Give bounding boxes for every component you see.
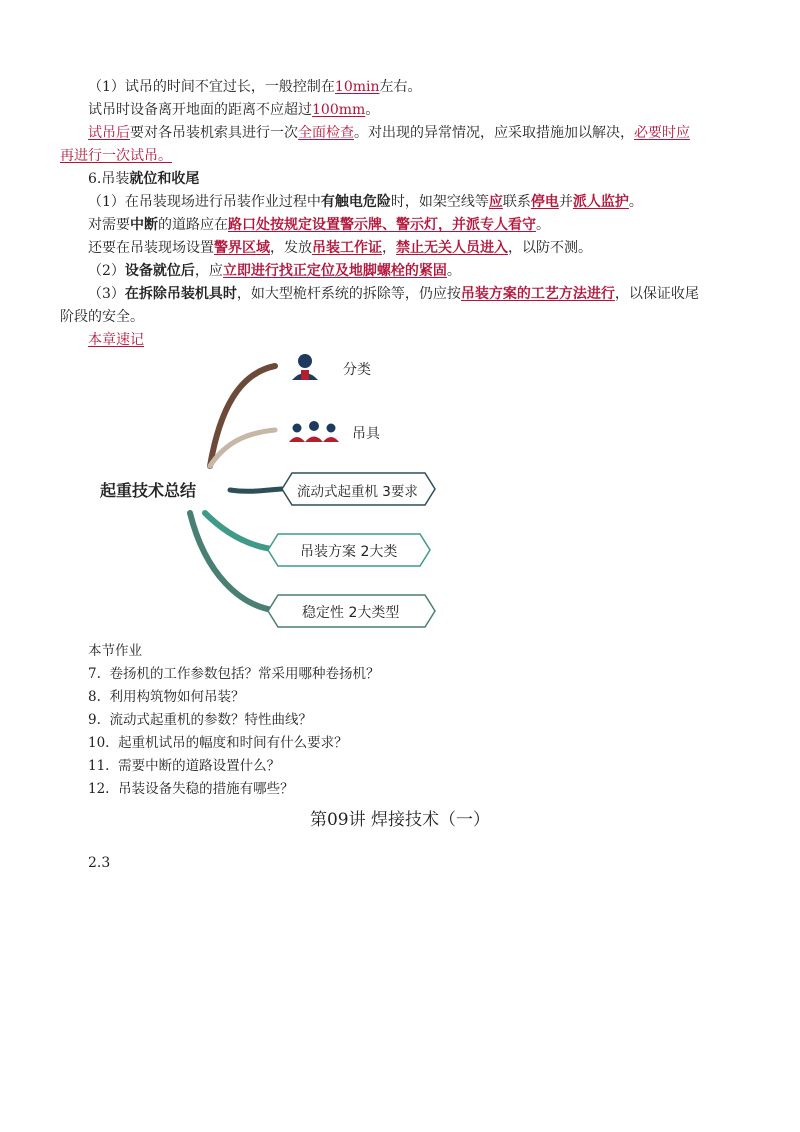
mindmap-node-stability: 稳定性 2大类型 <box>302 605 400 621</box>
person-icon <box>292 354 318 380</box>
branch-stability <box>190 513 280 611</box>
highlight-100mm: 100mm <box>312 102 366 118</box>
homework-item: 12. 吊装设备失稳的措施有哪些？ <box>88 781 294 797</box>
section-title-positioning: 6.吊装就位和收尾 <box>88 171 200 187</box>
homework-item: 7. 卷扬机的工作参数包括？常采用哪种卷扬机？ <box>88 666 380 682</box>
mindmap-diagram <box>90 348 460 638</box>
paragraph-electric-hazard: （1）在吊装现场进行吊装作业过程中有触电危险时，如架空线等应联系停电并派人监护。 <box>88 194 643 210</box>
highlight-10min: 10min <box>334 79 380 95</box>
paragraph-dismantle-cont: 阶段的安全。 <box>60 309 144 325</box>
lecture-heading: 第09讲 焊接技术（一） <box>309 810 491 830</box>
homework-item: 8. 利用构筑物如何吊装？ <box>88 689 245 705</box>
paragraph-after-trial-cont: 再进行一次试吊。 <box>60 148 172 164</box>
paragraph-dismantle: （3）在拆除吊装机具时，如大型桅杆系统的拆除等，仍应按吊装方案的工艺方法进行，以保证收尾 <box>88 286 699 302</box>
paragraph-equipment-positioned: （2）设备就位后，应立即进行找正定位及地脚螺栓的紧固。 <box>88 263 461 279</box>
branch-lifting-plan <box>205 513 280 550</box>
homework-item: 10. 起重机试吊的幅度和时间有什么要求？ <box>88 735 348 751</box>
section-number: 2.3 <box>88 855 111 871</box>
paragraph-trial-time: （1）试吊的时间不宜过长，一般控制在10min左右。 <box>88 79 422 95</box>
paragraph-road-interrupt: 对需要中断的道路应在路口处按规定设置警示牌、警示灯，并派专人看守。 <box>88 217 550 233</box>
paragraph-after-trial: 试吊后要对各吊装机索具进行一次全面检查。对出现的异常情况，应采取措施加以解决，必要时应 <box>88 125 690 141</box>
mindmap-node-rigging: 吊具 <box>352 426 380 442</box>
paragraph-warning-zone: 还要在吊装现场设置警界区域，发放吊装工作证，禁止无关人员进入，以防不测。 <box>88 240 592 256</box>
homework-item: 9. 流动式起重机的参数？特性曲线？ <box>88 712 312 728</box>
mindmap-node-classification: 分类 <box>343 362 371 378</box>
paragraph-trial-distance: 试吊时设备离开地面的距离不应超过100mm。 <box>88 102 380 118</box>
mindmap-node-mobile-crane: 流动式起重机 3要求 <box>297 484 418 500</box>
chapter-quick-notes-link[interactable]: 本章速记 <box>88 332 144 348</box>
branch-mobile-crane <box>230 489 282 491</box>
homework-item: 11. 需要中断的道路设置什么？ <box>88 758 281 774</box>
group-icon <box>289 421 339 442</box>
homework-title: 本节作业 <box>88 643 142 659</box>
mindmap-root: 起重技术总结 <box>100 481 197 500</box>
mindmap-node-lifting-plan: 吊装方案 2大类 <box>300 544 398 560</box>
